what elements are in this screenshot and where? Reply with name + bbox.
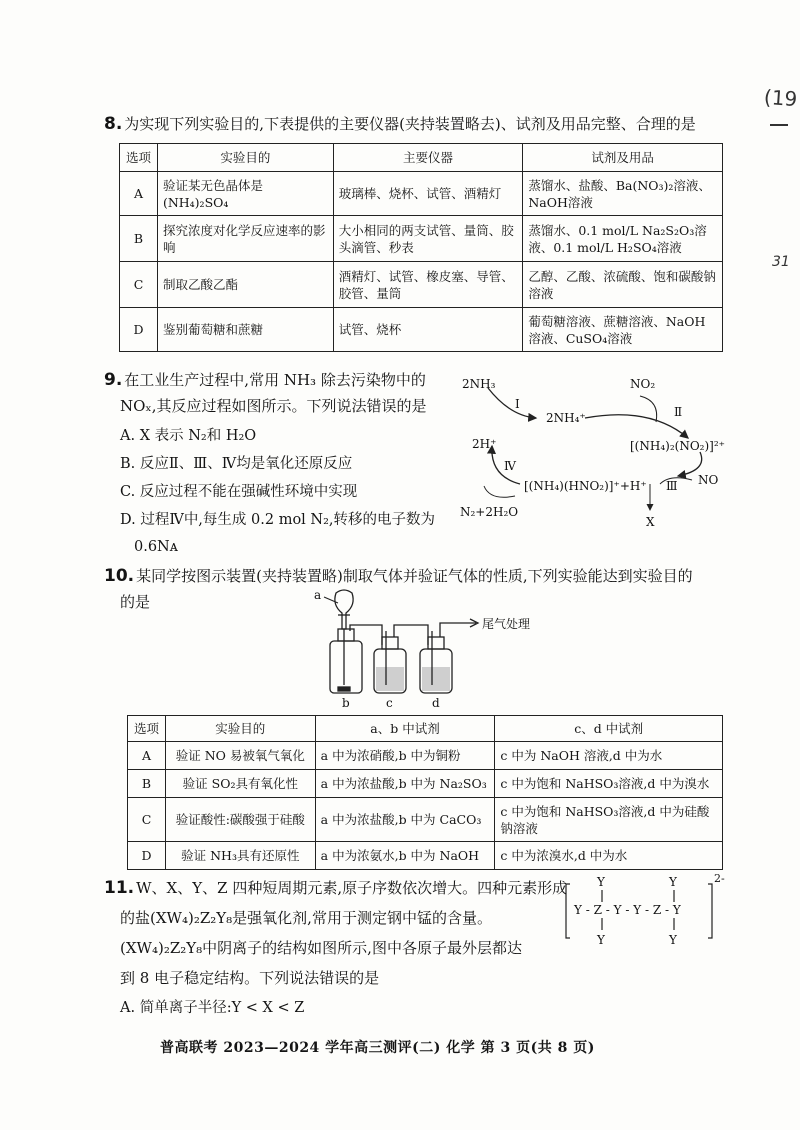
q11-stem-line4: 到 8 电子稳定结构。下列说法错误的是 — [120, 969, 380, 987]
q8-instruments-cell: 玻璃棒、烧杯、试管、酒精灯 — [333, 172, 523, 216]
q11-stem-text: W、X、Y、Z 四种短周期元素,原子序数依次增大。四种元素形成 — [136, 879, 568, 897]
q10-purpose-cell: 验证 NO 易被氧气氧化 — [165, 742, 315, 770]
bracket-right — [708, 884, 712, 938]
label-complex-2plus: [(NH₄)₂(NO₂)]²⁺ — [630, 439, 725, 453]
q8-header-cell: 实验目的 — [157, 144, 333, 172]
q10-stem-line2: 的是 — [120, 593, 151, 611]
q8-row-b — [120, 216, 723, 262]
arrow-n2-out — [484, 486, 515, 497]
q10-row-a — [128, 742, 723, 770]
label-complex-plus: [(NH₄)(HNO₂)]⁺+H⁺ — [524, 479, 647, 493]
apparatus-label-c: c — [386, 696, 393, 710]
label-a-line — [324, 597, 338, 603]
q8-row-a — [120, 172, 723, 216]
q10-row-d — [128, 842, 723, 870]
q8-purpose-cell: 制取乙酸乙酯 — [157, 262, 333, 308]
label-x: X — [646, 515, 655, 529]
label-step-3: Ⅲ — [666, 479, 678, 493]
q10-ab-cell: a 中为浓盐酸,b 中为 Na₂SO₃ — [315, 770, 495, 798]
q8-table — [119, 143, 723, 352]
q8-option-cell: B — [120, 216, 158, 262]
q8-row-d — [120, 308, 723, 352]
q9-cycle-diagram — [460, 366, 740, 534]
q10-ab-cell: a 中为浓氨水,b 中为 NaOH — [315, 842, 495, 870]
margin-note-top: (19 — [763, 84, 799, 112]
q8-option-cell: A — [120, 172, 158, 216]
q8-header-cell: 主要仪器 — [333, 144, 523, 172]
tube-tail — [440, 623, 476, 637]
q11-anion-structure — [562, 868, 730, 952]
q8-instruments-cell: 酒精灯、试管、橡皮塞、导管、胶管、量筒 — [333, 262, 523, 308]
anion-charge: 2- — [714, 872, 725, 885]
q10-cd-cell: c 中为浓溴水,d 中为水 — [495, 842, 723, 870]
q8-reagents-cell: 葡萄糖溶液、蔗糖溶液、NaOH溶液、CuSO₄溶液 — [523, 308, 723, 352]
bottle-d-neck — [428, 637, 444, 649]
q9-stem-text: 在工业生产过程中,常用 NH₃ 除去污染物中的 — [124, 371, 426, 389]
q10-table — [127, 715, 723, 870]
apparatus-label-b: b — [342, 696, 350, 710]
q8-number: 8. — [104, 114, 123, 134]
q10-header-cell: a、b 中试剂 — [315, 716, 495, 742]
margin-note-mid: 31 — [772, 254, 790, 270]
q10-stem-text: 某同学按图示装置(夹持装置略)制取气体并验证气体的性质,下列实验能达到实验目的 — [136, 567, 693, 585]
q11-stem-line3: (XW₄)₂Z₂Y₈中阴离子的结构如图所示,图中各原子最外层都达 — [120, 939, 522, 957]
page-footer: 普高联考 2023—2024 学年高三测评(二) 化学 第 3 页(共 8 页) — [160, 1040, 595, 1056]
q9-option-d: D. 过程Ⅳ中,每生成 0.2 mol N₂,转移的电子数为 — [120, 512, 436, 528]
q8-row-c — [120, 262, 723, 308]
q10-header-row — [128, 716, 723, 742]
q10-header-cell: c、d 中试剂 — [495, 716, 723, 742]
label-2nh4: 2NH₄⁺ — [546, 411, 586, 425]
label-step-2: Ⅱ — [674, 405, 683, 419]
q11-stem-line1 — [104, 878, 567, 898]
atom-y-top-right: Y — [669, 875, 677, 889]
q10-ab-cell: a 中为浓盐酸,b 中为 CaCO₃ — [315, 798, 495, 842]
q10-option-cell: A — [128, 742, 166, 770]
q9-stem-line1 — [104, 370, 426, 390]
label-step-4: Ⅳ — [504, 459, 516, 473]
q8-purpose-cell: 验证某无色晶体是(NH₄)₂SO₄ — [157, 172, 333, 216]
q9-option-a: A. X 表示 N₂和 H₂O — [120, 428, 257, 444]
q10-apparatus — [310, 585, 550, 711]
q9-option-c: C. 反应过程不能在强碱性环境中实现 — [120, 484, 358, 500]
q10-option-cell: C — [128, 798, 166, 842]
apparatus-label-d: d — [432, 696, 440, 710]
tube-c-d — [394, 625, 428, 645]
q8-option-cell: C — [120, 262, 158, 308]
solid-b — [338, 687, 350, 691]
q11-option-a: A. 简单离子半径:Y < X < Z — [120, 1000, 305, 1016]
arrow-step-2 — [585, 415, 688, 438]
q8-header-cell: 试剂及用品 — [523, 144, 723, 172]
atom-y-bottom-right: Y — [669, 933, 677, 947]
q10-row-c — [128, 798, 723, 842]
q8-reagents-cell: 蒸馏水、0.1 mol/L Na₂S₂O₃溶液、0.1 mol/L H₂SO₄溶液 — [523, 216, 723, 262]
arrow-step-1 — [488, 388, 536, 418]
atom-y-bottom-left: Y — [597, 933, 605, 947]
q10-option-cell: D — [128, 842, 166, 870]
label-no2: NO₂ — [630, 377, 656, 391]
q8-purpose-cell: 探究浓度对化学反应速率的影响 — [157, 216, 333, 262]
q8-option-cell: D — [120, 308, 158, 352]
q8-instruments-cell: 大小相同的两支试管、量筒、胶头滴管、秒表 — [333, 216, 523, 262]
q10-cd-cell: c 中为饱和 NaHSO₃溶液,d 中为溴水 — [495, 770, 723, 798]
q10-header-cell: 选项 — [128, 716, 166, 742]
q10-stem-line1 — [104, 566, 693, 586]
label-no: NO — [698, 473, 719, 487]
q8-stem — [104, 114, 696, 134]
liquid-c — [376, 667, 404, 691]
q10-row-b — [128, 770, 723, 798]
q9-option-d-cont: 0.6Nᴀ — [134, 539, 178, 555]
q10-cd-cell: c 中为 NaOH 溶液,d 中为水 — [495, 742, 723, 770]
flask-b — [330, 641, 362, 693]
q8-stem-text: 为实现下列实验目的,下表提供的主要仪器(夹持装置略去)、试剂及用品完整、合理的是 — [124, 115, 696, 133]
q11-number: 11. — [104, 878, 135, 898]
bracket-left — [566, 884, 570, 938]
q9-number: 9. — [104, 370, 123, 390]
q11-stem-line2: 的盐(XW₄)₂Z₂Y₈是强氧化剂,常用于测定钢中锰的含量。 — [120, 909, 492, 927]
q8-header-cell: 选项 — [120, 144, 158, 172]
tube-b-c — [350, 625, 382, 645]
separatory-funnel — [335, 590, 353, 629]
q8-purpose-cell: 鉴别葡萄糖和蔗糖 — [157, 308, 333, 352]
flask-b-neck — [338, 629, 354, 641]
q10-purpose-cell: 验证酸性:碳酸强于硅酸 — [165, 798, 315, 842]
bottle-c-neck — [382, 637, 398, 649]
atom-y-top-left: Y — [597, 875, 605, 889]
label-2nh3: 2NH₃ — [462, 377, 496, 391]
margin-dash — [770, 124, 788, 126]
q10-purpose-cell: 验证 SO₂具有氧化性 — [165, 770, 315, 798]
q8-instruments-cell: 试管、烧杯 — [333, 308, 523, 352]
q9-stem-line2: NOₓ,其反应过程如图所示。下列说法错误的是 — [120, 397, 427, 415]
q9-option-b: B. 反应Ⅱ、Ⅲ、Ⅳ均是氧化还原反应 — [120, 456, 353, 472]
q10-number: 10. — [104, 566, 135, 586]
label-2h-plus: 2H⁺ — [472, 437, 497, 451]
q8-reagents-cell: 蒸馏水、盐酸、Ba(NO₃)₂溶液、NaOH溶液 — [523, 172, 723, 216]
liquid-d — [422, 667, 450, 691]
q10-purpose-cell: 验证 NH₃具有还原性 — [165, 842, 315, 870]
label-step-1: Ⅰ — [515, 397, 520, 411]
q8-reagents-cell: 乙醇、乙酸、浓硫酸、饱和碳酸钠溶液 — [523, 262, 723, 308]
q10-cd-cell: c 中为饱和 NaHSO₃溶液,d 中为硅酸钠溶液 — [495, 798, 723, 842]
apparatus-label-a: a — [314, 588, 322, 602]
q10-option-cell: B — [128, 770, 166, 798]
q10-header-cell: 实验目的 — [165, 716, 315, 742]
label-n2-h2o: N₂+2H₂O — [460, 505, 519, 519]
q8-header-row — [120, 144, 723, 172]
apparatus-label-tail: 尾气处理 — [482, 617, 531, 631]
q10-ab-cell: a 中为浓硝酸,b 中为铜粉 — [315, 742, 495, 770]
anion-main-chain: Y - Z - Y - Y - Z - Y — [574, 903, 681, 917]
